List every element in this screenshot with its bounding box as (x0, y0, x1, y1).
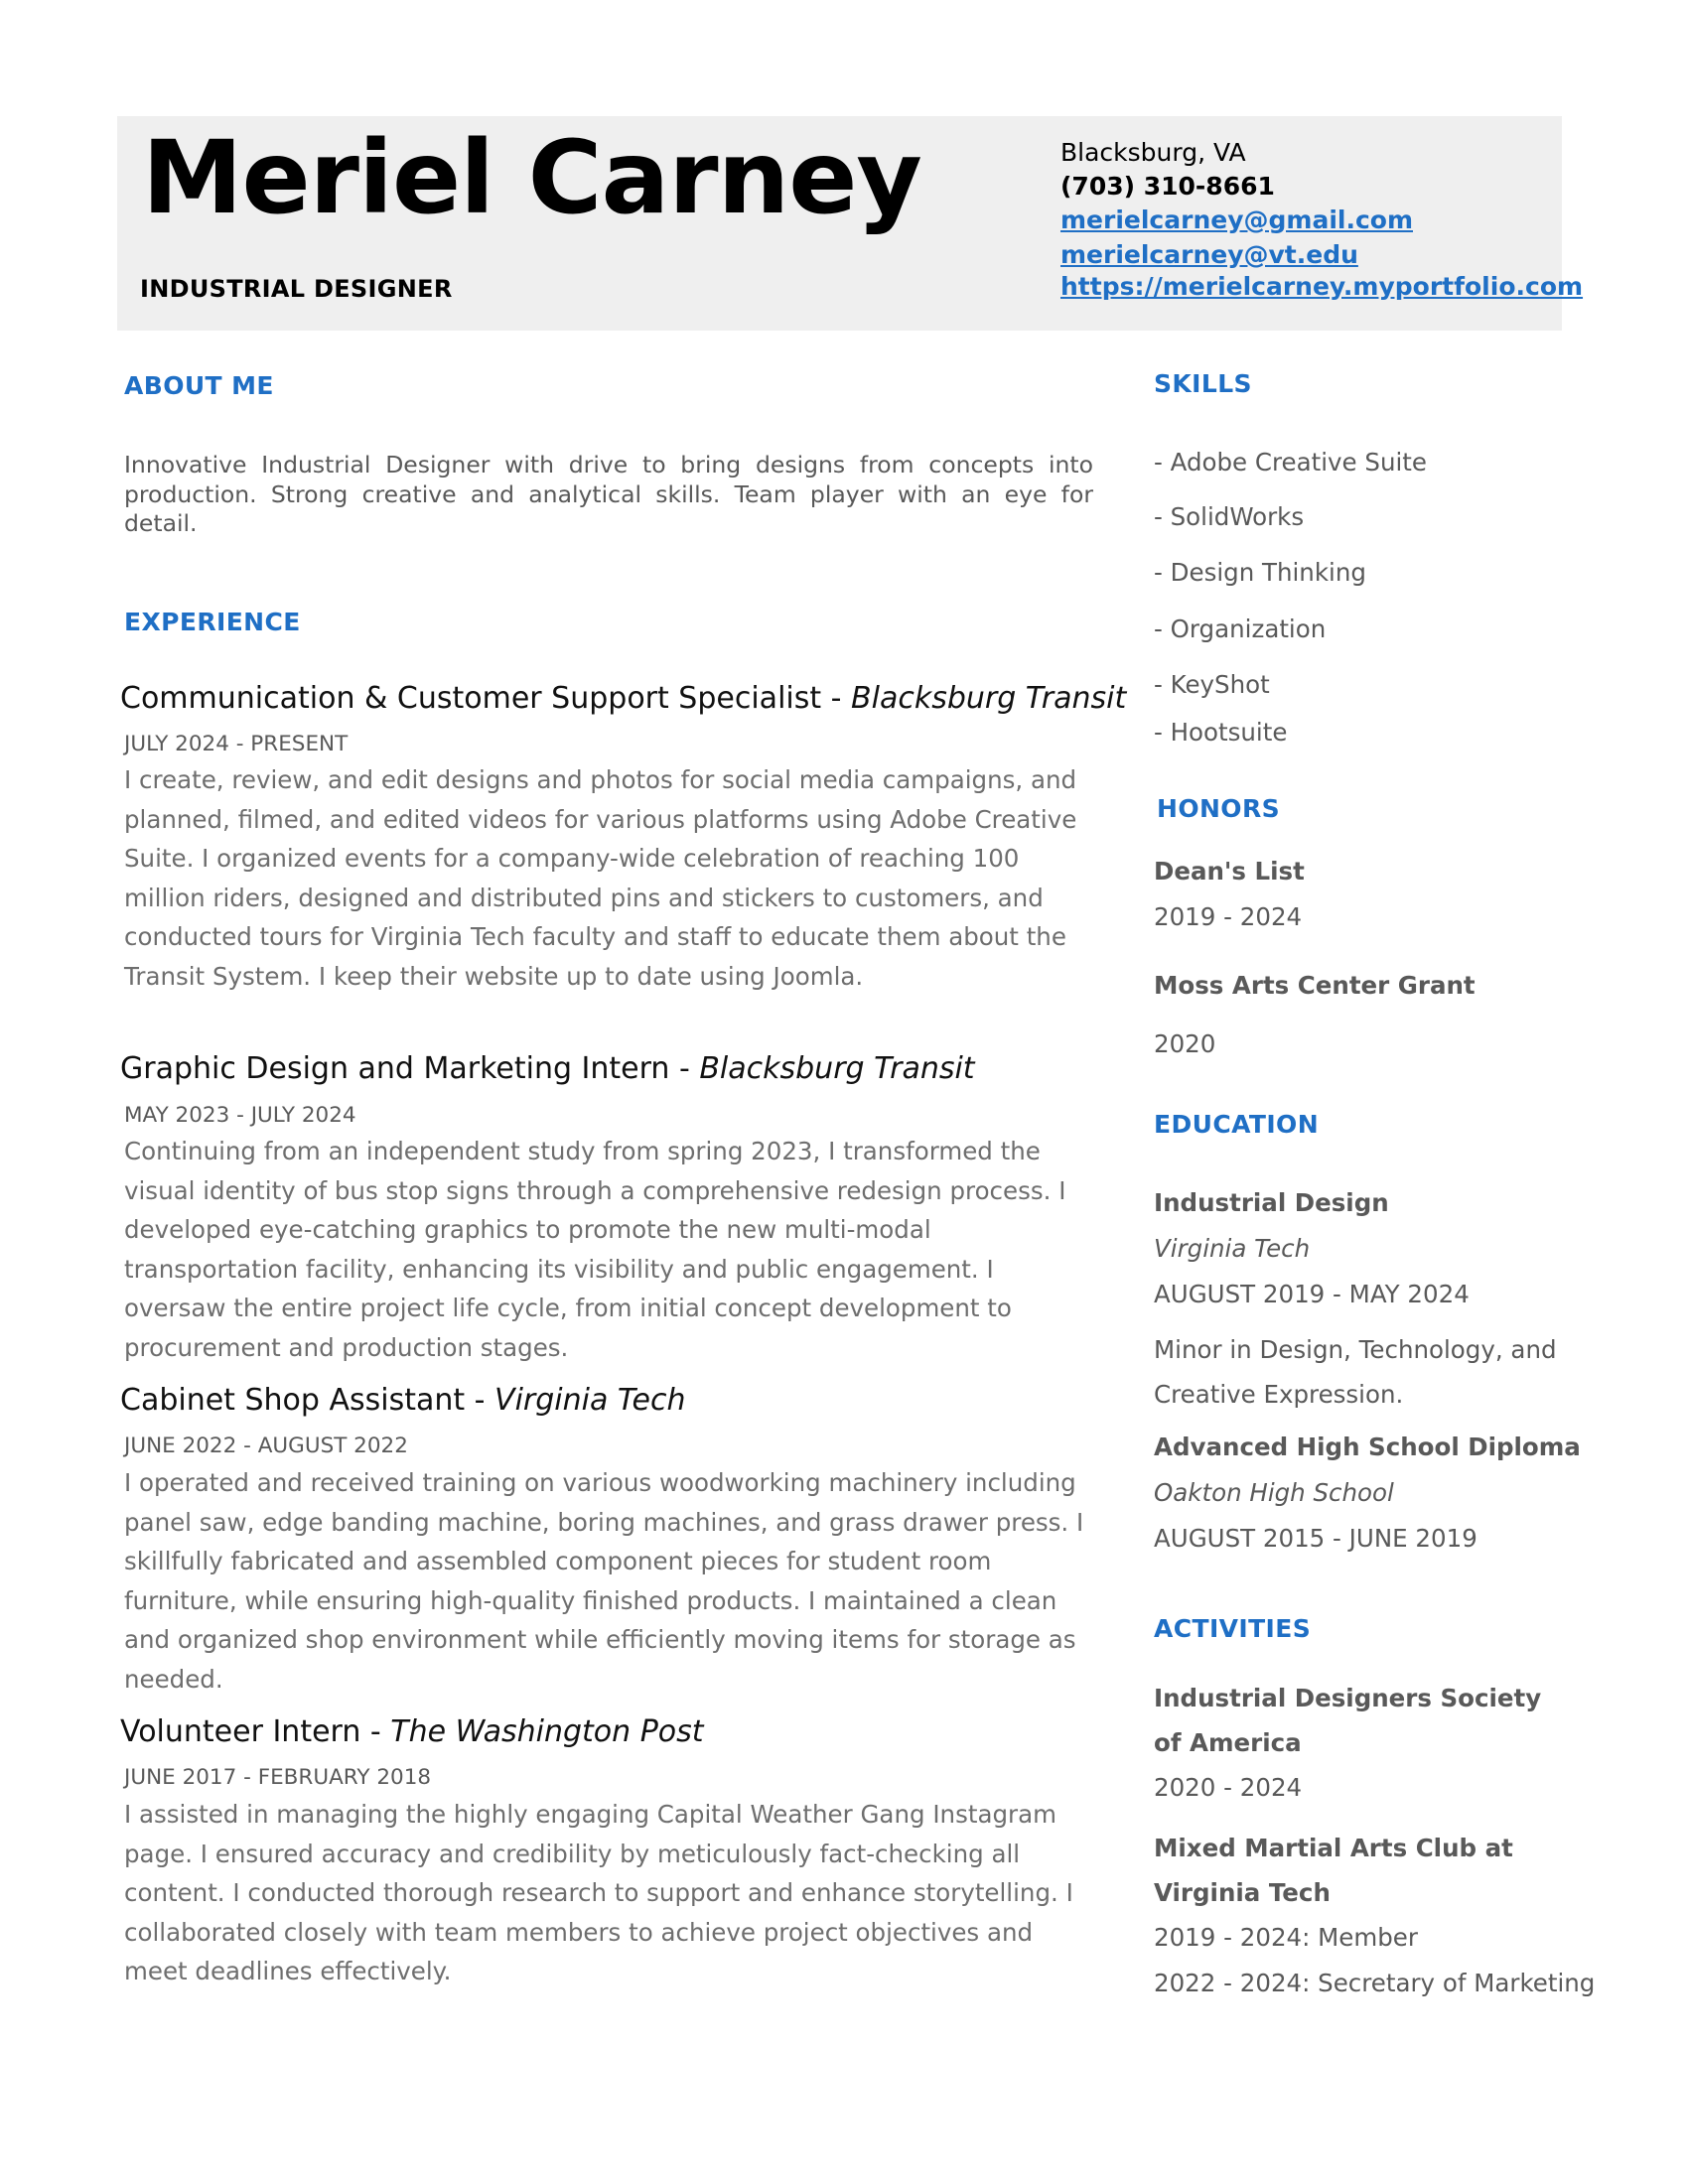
activities-heading: ACTIVITIES (1154, 1614, 1312, 1643)
experience-heading: EXPERIENCE (124, 608, 301, 636)
contact-portfolio-link[interactable]: https://merielcarney.myportfolio.com (1060, 272, 1584, 301)
education-heading: EDUCATION (1154, 1110, 1320, 1139)
contact-city: Blacksburg, VA (1060, 138, 1246, 167)
job-dates: JUNE 2017 - FEBRUARY 2018 (124, 1765, 432, 1790)
education-degree: Advanced High School Diploma (1154, 1433, 1581, 1461)
contact-email-gmail[interactable]: merielcarney@gmail.com (1060, 205, 1413, 234)
skill-item: - KeyShot (1154, 670, 1270, 699)
job-organization: The Washington Post (390, 1714, 704, 1749)
job-title (120, 1383, 685, 1418)
job-description: I operated and received training on various woodworking machinery including panel saw, edge banding machine, boring machines, and grass drawer press. I skillfully fabricated and assembled component pieces for student room furniture, while ensuring high-quality finished products. I maintained a clean and organized shop environment while efficiently moving items for storage as needed. (124, 1468, 1084, 1694)
job-organization: Blacksburg Transit (699, 1051, 975, 1086)
skill-item: - Design Thinking (1154, 558, 1366, 587)
job-title (120, 1714, 704, 1749)
education-dates: AUGUST 2019 - MAY 2024 (1154, 1280, 1470, 1308)
contact-phone: (703) 310-8661 (1060, 172, 1275, 201)
job-organization: Virginia Tech (494, 1383, 686, 1418)
honor-name: Moss Arts Center Grant (1154, 971, 1476, 1000)
job-description: Continuing from an independent study from spring 2023, I transformed the visual identity of bus stop signs through a comprehensive redesign process. I developed eye-catching graphics to promote the new multi-modal transportation facility, enhancing its visibility and public engagement. I oversaw the entire project life cycle, from initial concept development to procurement and production stages. (124, 1137, 1066, 1362)
education-degree: Industrial Design (1154, 1188, 1389, 1217)
candidate-name: Meriel Carney (142, 119, 921, 237)
activity-detail: 2020 - 2024 (1154, 1773, 1303, 1802)
activity-detail: 2019 - 2024: Member (1154, 1923, 1418, 1952)
honor-years: 2019 - 2024 (1154, 902, 1303, 931)
job-title-text: Graphic Design and Marketing Intern - (120, 1051, 700, 1086)
job-title-text: Volunteer Intern - (120, 1714, 391, 1749)
skill-item: - Adobe Creative Suite (1154, 448, 1427, 477)
job-dates: JUNE 2022 - AUGUST 2022 (124, 1433, 408, 1458)
job-dates: MAY 2023 - JULY 2024 (124, 1103, 356, 1128)
skill-item: - Hootsuite (1154, 718, 1288, 747)
skills-heading: SKILLS (1154, 369, 1252, 398)
honors-heading: HONORS (1157, 794, 1281, 823)
job-title-text: Communication & Customer Support Specialist - (120, 681, 852, 716)
job-title-text: Cabinet Shop Assistant - (120, 1383, 495, 1418)
education-school: Virginia Tech (1154, 1234, 1311, 1263)
job-description: I assisted in managing the highly engaging Capital Weather Gang Instagram page. I ensured accuracy and credibility by meticulously fact-checking all content. I conducted thorough research to support and enhance storytelling. I collaborated closely with team members to achieve project objectives and meet deadlines effectively. (124, 1800, 1073, 1986)
job-description: I create, review, and edit designs and photos for social media campaigns, and planned, filmed, and edited videos for various platforms using Adobe Creative Suite. I organized events for a company-wide celebration of reaching 100 million riders, designed and distributed pins and stickers to customers, and conducted tours for Virginia Tech faculty and staff to educate them about the Transit System. I keep their website up to date using Joomla. (124, 765, 1077, 991)
job-role: INDUSTRIAL DESIGNER (140, 275, 453, 303)
honor-years: 2020 (1154, 1029, 1216, 1058)
education-dates: AUGUST 2015 - JUNE 2019 (1154, 1524, 1477, 1553)
job-title (120, 681, 1126, 716)
activity-name: Mixed Martial Arts Club at Virginia Tech (1154, 1834, 1513, 1907)
education-school: Oakton High School (1154, 1478, 1394, 1507)
about-heading: ABOUT ME (124, 371, 274, 400)
job-dates: JULY 2024 - PRESENT (124, 732, 349, 756)
contact-email-vt[interactable]: merielcarney@vt.edu (1060, 240, 1358, 269)
activity-detail: 2022 - 2024: Secretary of Marketing (1154, 1969, 1596, 1997)
skill-item: - SolidWorks (1154, 502, 1305, 531)
education-note: Minor in Design, Technology, and Creative Expression. (1154, 1335, 1557, 1409)
job-title (120, 1051, 975, 1086)
skill-item: - Organization (1154, 614, 1327, 643)
activity-name: Industrial Designers Society of America (1154, 1684, 1542, 1757)
job-organization: Blacksburg Transit (851, 681, 1127, 716)
about-text: Innovative Industrial Designer with drive to bring designs from concepts into production. Strong creative and analytical skills. Team player with an eye for detail. (124, 451, 1093, 537)
honor-name: Dean's List (1154, 857, 1305, 886)
